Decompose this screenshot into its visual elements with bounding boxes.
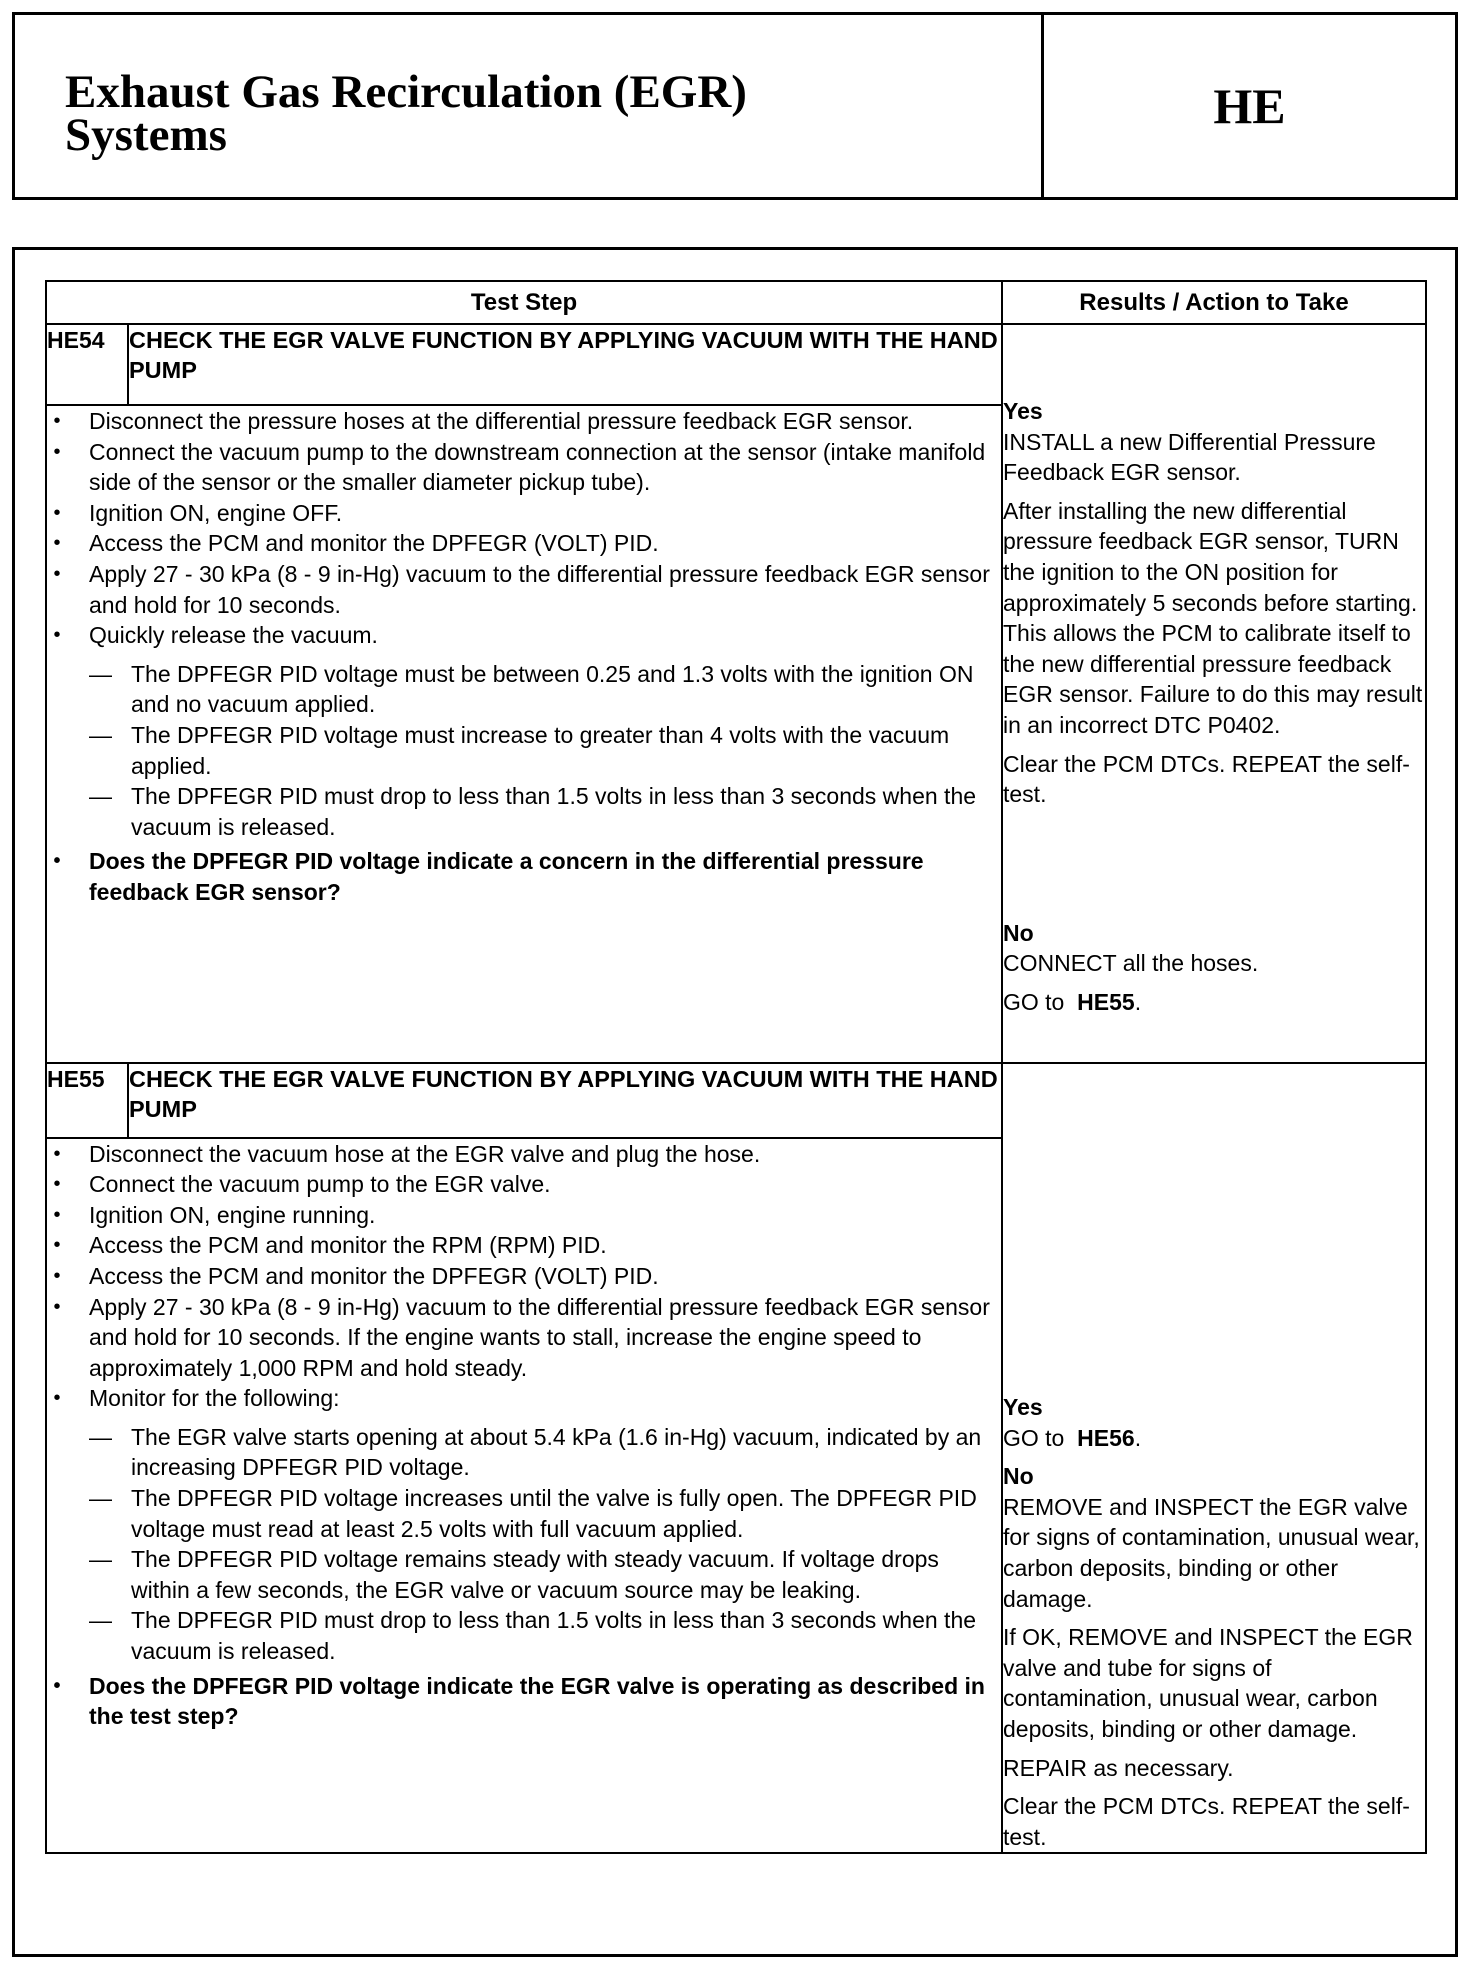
dash-icon: — [89, 1546, 112, 1573]
dash-icon: — [89, 1485, 112, 1512]
no-action: If OK, REMOVE and INSPECT the EGR valve and tube for signs of contamination, unusual wear, carbon deposits, binding or other damage. [1003, 1624, 1413, 1742]
list-item: — The DPFEGR PID voltage must increase to greater than 4 volts with the vacuum applied. [89, 721, 950, 779]
col-header-results: Results / Action to Take [1002, 281, 1426, 324]
goto-line [1003, 987, 1425, 1018]
section-title [65, 66, 985, 161]
bullet-icon: • [53, 1264, 61, 1287]
yes-action: INSTALL a new Differential Pressure Feedback EGR sensor. [1003, 428, 1376, 486]
list-item: — The DPFEGR PID must drop to less than 1.5 volts in less than 3 seconds when the vacuum is released. [89, 783, 977, 840]
list-item: • Connect the vacuum pump to the downstream connection at the sensor (intake manifold side of the sensor or the smaller diameter pickup tube). [47, 437, 1001, 498]
no-action: REPAIR as necessary. [1003, 1754, 1234, 1781]
list-item: • Disconnect the pressure hoses at the differential pressure feedback EGR sensor. [47, 406, 1001, 437]
step-id-he55: HE55 [46, 1063, 128, 1138]
step-title-row [46, 1063, 1426, 1138]
dash-icon: — [89, 721, 112, 748]
step-question: • Does the DPFEGR PID voltage indicate a concern in the differential pressure feedback EGR sensor? [47, 846, 1001, 907]
step-id-he54: HE54 [46, 324, 128, 405]
list-item: — The DPFEGR PID voltage must be between 0.25 and 1.3 volts with the ignition ON and no vacuum applied. [89, 660, 974, 718]
bullet-icon: • [53, 410, 61, 433]
bullet-icon: • [53, 440, 61, 463]
goto-text: GO to [1003, 1424, 1065, 1451]
step-title-he54: CHECK THE EGR VALVE FUNCTION BY APPLYING VACUUM WITH THE HAND PUMP [128, 324, 1002, 405]
step-body-he54 [46, 405, 1002, 1063]
goto-line [1003, 1423, 1425, 1454]
bullet-icon: • [53, 1234, 61, 1257]
dash-icon: — [89, 660, 112, 687]
list-item: — The DPFEGR PID voltage increases until the valve is fully open. The DPFEGR PID voltage must read at least 2.5 volts with full vacuum applied. [89, 1485, 977, 1542]
dash-icon: — [89, 1423, 112, 1450]
bullet-icon: • [53, 1674, 61, 1697]
list-item: • Access the PCM and monitor the DPFEGR (VOLT) PID. [47, 1261, 1001, 1292]
list-item: • Connect the vacuum pump to the EGR valve. [47, 1169, 1001, 1200]
no-label: No [1003, 1463, 1034, 1490]
yes-label: Yes [1003, 398, 1043, 424]
step-title-row [46, 324, 1426, 405]
goto-ref-he56[interactable]: HE56 [1077, 1424, 1135, 1451]
bullet-icon: • [53, 850, 61, 873]
list-item: • Apply 27 - 30 kPa (8 - 9 in-Hg) vacuum to the differential pressure feedback EGR sensor and hold for 10 seconds. If the engine wants to stall, increase the engine speed to approximately 1,000 RPM and hold steady. [47, 1292, 1001, 1384]
goto-ref-he55[interactable]: HE55 [1077, 988, 1135, 1015]
list-item: — The DPFEGR PID voltage remains steady with steady vacuum. If voltage drops within a few seconds, the EGR valve or vacuum source may be leaking. [89, 1546, 939, 1603]
list-item: • Access the PCM and monitor the DPFEGR (VOLT) PID. [47, 528, 1001, 559]
bullet-icon: • [53, 1142, 61, 1165]
bullet-icon: • [53, 624, 61, 647]
goto-text: GO to [1003, 988, 1065, 1015]
list-item: • Ignition ON, engine OFF. [47, 498, 1001, 529]
bullet-icon: • [53, 1203, 61, 1226]
list-item: • Disconnect the vacuum hose at the EGR valve and plug the hose. [47, 1139, 1001, 1170]
no-action: REMOVE and INSPECT the EGR valve for signs of contamination, unusual wear, carbon deposits, binding or other damage. [1003, 1493, 1420, 1612]
dash-icon: — [89, 1607, 112, 1634]
bullet-icon: • [53, 1295, 61, 1318]
step-question: • Does the DPFEGR PID voltage indicate the EGR valve is operating as described in the test step? [47, 1671, 1001, 1732]
bullet-icon: • [53, 532, 61, 555]
dash-icon: — [89, 783, 112, 810]
goto-end: . [1134, 1424, 1142, 1451]
section-title-line1: Exhaust Gas Recirculation (EGR) [65, 66, 747, 118]
list-item: • Monitor for the following: — The EGR valve starts opening at about 5.4 kPa (1.6 in-Hg) vacuum, indicated by an increasing DPFEGR PID voltage. — The DPFEGR PID voltage increases until the valve is fully open. The DPFEGR PID voltage must read at least 2.5 volts with full vacuum applied. — The DPFEGR PID voltage remains steady with steady vacuum. If voltage drops within a few seconds, the EGR valve or vacuum source may be leaking. — The DPFEGR PID must drop to less than 1.5 volts in less than 3 seconds when the vacuum is released. [47, 1383, 1001, 1666]
bullet-icon: • [53, 1387, 61, 1410]
table-header-row [46, 281, 1426, 324]
list-item: • Apply 27 - 30 kPa (8 - 9 in-Hg) vacuum to the differential pressure feedback EGR sensor and hold for 10 seconds. [47, 559, 1001, 620]
list-item: — The DPFEGR PID must drop to less than 1.5 volts in less than 3 seconds when the vacuum is released. [89, 1607, 977, 1665]
results-he54 [1002, 324, 1426, 1063]
bullet-icon: • [53, 501, 61, 524]
test-step-table [45, 280, 1427, 1854]
section-title-line2: Systems [65, 109, 227, 161]
bullet-icon: • [53, 1173, 61, 1196]
list-item: • Quickly release the vacuum. — The DPFEGR PID voltage must be between 0.25 and 1.3 volts with the ignition ON and no vacuum applied. — The DPFEGR PID voltage must increase to greater than 4 volts with the vacuum applied. — The DPFEGR PID must drop to less than 1.5 volts in less than 3 seconds when the vacuum is released. [47, 620, 1001, 842]
yes-action: After installing the new differential pressure feedback EGR sensor, TURN the ignition to the ON position for approximately 5 seconds before starting. This allows the PCM to calibrate itself to the new differential pressure feedback EGR sensor. Failure to do this may result in an incorrect DTC P0402. [1003, 497, 1423, 738]
yes-label: Yes [1003, 1394, 1043, 1420]
no-label: No [1003, 919, 1034, 946]
no-action: CONNECT all the hoses. [1003, 950, 1259, 977]
bullet-icon: • [53, 562, 61, 585]
no-action: Clear the PCM DTCs. REPEAT the self-test. [1003, 1793, 1410, 1850]
step-title-he55: CHECK THE EGR VALVE FUNCTION BY APPLYING VACUUM WITH THE HAND PUMP [128, 1063, 1002, 1138]
list-item: • Ignition ON, engine running. [47, 1200, 1001, 1231]
page-header [12, 12, 1458, 200]
results-he55 [1002, 1063, 1426, 1853]
col-header-test-step: Test Step [46, 281, 1002, 324]
yes-action: Clear the PCM DTCs. REPEAT the self-test. [1003, 750, 1410, 808]
list-item: — The EGR valve starts opening at about 5.4 kPa (1.6 in-Hg) vacuum, indicated by an increasing DPFEGR PID voltage. [89, 1423, 982, 1481]
list-item: • Access the PCM and monitor the RPM (RPM) PID. [47, 1230, 1001, 1261]
step-body-he55 [46, 1138, 1002, 1854]
section-code: HE [1213, 78, 1286, 134]
goto-end: . [1134, 988, 1142, 1015]
